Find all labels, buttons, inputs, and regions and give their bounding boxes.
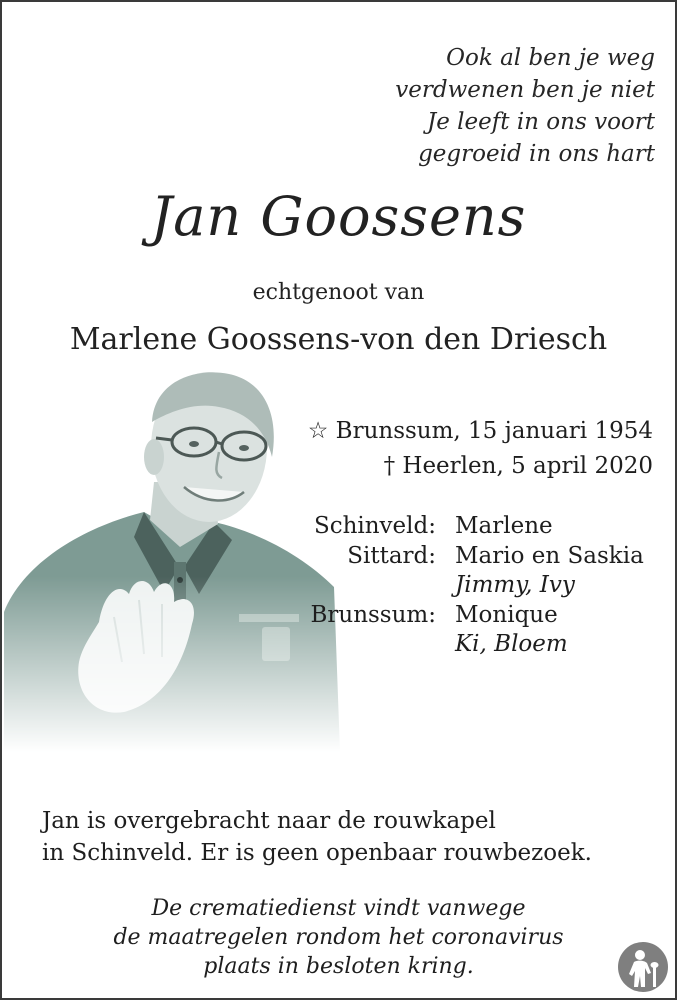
notice-text [42,805,592,869]
poem [395,42,655,170]
family-place: Sittard: [347,542,436,569]
family-list [2,512,677,660]
family-names: Monique [455,601,558,628]
family-names: Mario en Saskia [455,542,644,569]
family-row-children [2,630,677,660]
service-text [2,894,675,981]
poem-line: Je leeft in ons voort [427,109,655,135]
family-place: Schinveld: [313,513,436,539]
poem-line: Ook al ben je weg [446,45,655,71]
grandchildren-names: Ki, Bloem [455,631,568,657]
poem-line: verdwenen ben je niet [395,77,655,103]
death-date [308,449,653,484]
family-place: Brunssum: [310,601,436,628]
life-dates [308,414,653,484]
family-row-children [2,571,677,601]
family-row [2,512,677,542]
birth-text: Brunssum, 15 januari 1954 [335,418,653,444]
notice-line: Jan is overgebracht naar de rouwkapel [42,808,496,834]
notice-line: in Schinveld. Er is geen openbaar rouwbezoek. [42,840,592,866]
family-row [2,542,677,572]
partner-name: Marlene Goossens-von den Driesch [69,322,608,357]
service-line: de maatregelen rondom het coronavirus [113,925,564,950]
mourning-figure-logo [617,941,669,993]
family-names: Marlene [455,513,553,539]
deceased-name: Jan Goossens [150,185,527,248]
family-row [2,601,677,631]
birth-date [308,414,653,449]
poem-line: gegroeid in ons hart [418,141,655,167]
service-line: plaats in besloten kring. [203,954,474,979]
relation-label: echtgenoot van [252,280,425,305]
service-line: De crematiedienst vindt vanwege [151,896,526,921]
death-text: Heerlen, 5 april 2020 [402,453,653,479]
grandchildren-names: Jimmy, Ivy [455,572,575,598]
cross-icon: † [383,453,396,479]
star-icon: ☆ [307,418,329,444]
